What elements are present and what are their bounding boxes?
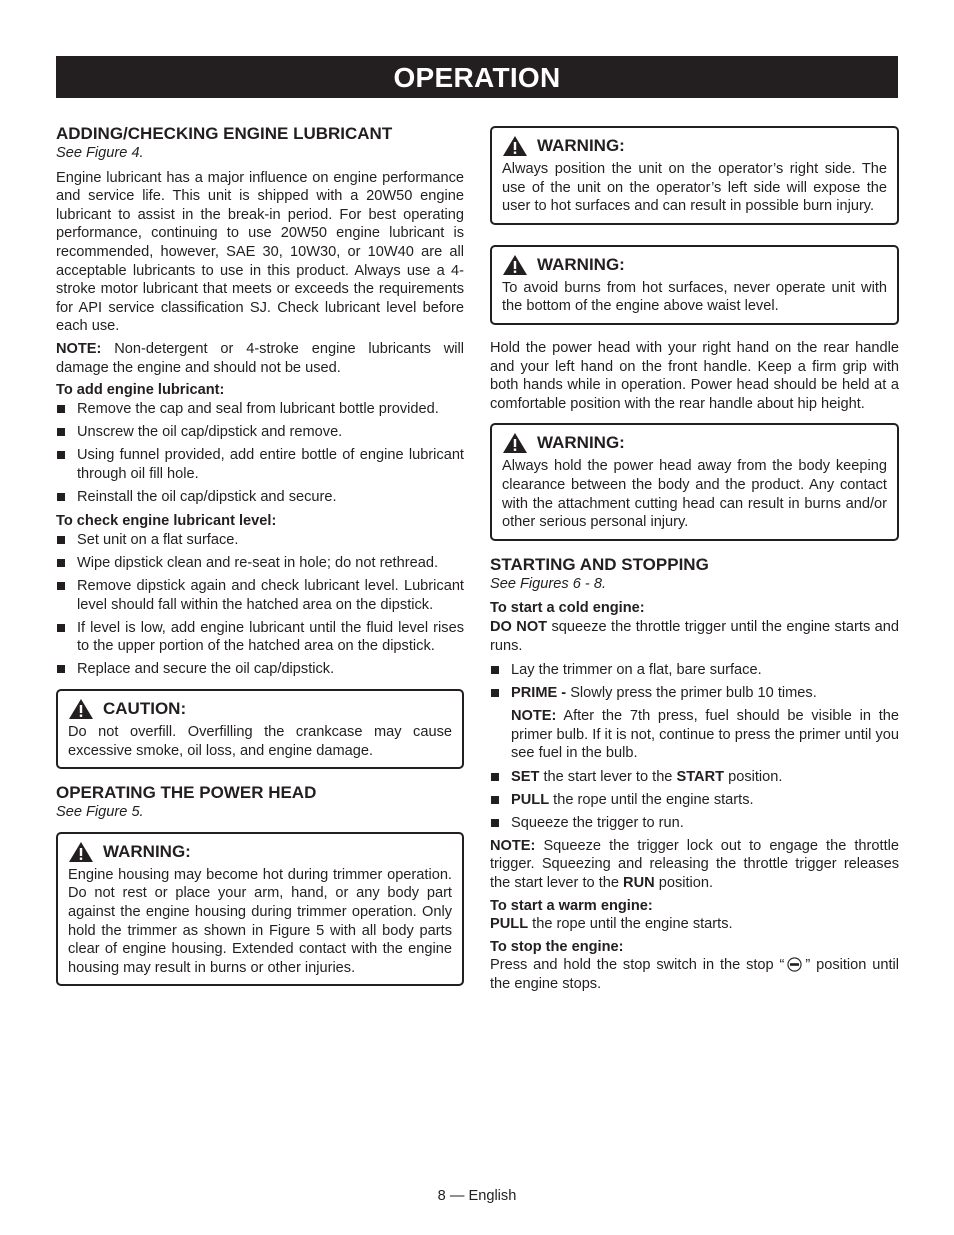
warning-away-text: Always hold the power head away from the body keeping clearance between the body and the product. Any contact with the attachment cutting head can result in burns and/or other serious personal injury. (502, 458, 887, 531)
note-text: Non-detergent or 4-stroke engine lubricants will damage the engine and should not be used. (56, 340, 464, 376)
warning-title-row (502, 134, 887, 158)
list-item: Remove dipstick again and check lubricant level. Lubricant level should fall within the hatched area on the dipstick. (56, 577, 464, 614)
caution-box (56, 689, 464, 769)
power-head-figure-ref: See Figure 5. (56, 804, 144, 821)
text: squeeze the throttle trigger until the engine starts and runs. (490, 618, 899, 654)
warning-side-text: Always position the unit on the operator’s right side. The use of the unit on the operator’s left side will expose the user to hot surfaces and can result in possible burn injury. (502, 161, 887, 215)
warning-away-box (490, 423, 899, 540)
text: Slowly press the primer bulb 10 times. (566, 685, 817, 702)
note-label: NOTE: (56, 340, 102, 357)
warning-triangle-icon (68, 841, 94, 863)
check-lubricant-heading: To check engine lubricant level: (56, 513, 277, 530)
warning-title: WARNING: (537, 136, 625, 155)
list-item: Replace and secure the oil cap/dipstick. (56, 660, 464, 679)
throttle-note (490, 837, 899, 893)
bold-text: SET (511, 768, 540, 785)
bold-text: NOTE: (511, 708, 557, 725)
starting-figure-ref: See Figures 6 - 8. (490, 575, 606, 592)
text: the rope until the engine starts. (549, 791, 754, 808)
stop-engine-text (490, 956, 899, 993)
text: position. (654, 875, 714, 892)
caution-title-row (68, 697, 452, 721)
cold-start-steps-continued (490, 768, 899, 833)
lubricant-paragraph: Engine lubricant has a major influence on engine performance and service life. This unit is shipped with a 20W50 engine lubricant to assist in the break-in period. For best operating performance, continuing to use 20W50 engine lubricant is recommended, however, SAE 30, 10W30, or 10W40 are all acceptable lubricants to use in this product. Always use a 4-stroke motor lubricant that meets or exceeds the requirements for API service classification SJ. Check lubricant level before each use. (56, 169, 464, 335)
list-item: Lay the trimmer on a flat, bare surface. (490, 661, 899, 680)
text: After the 7th press, fuel should be visible in the primer bulb. If it is not, continue to press the primer until you see fuel in the bulb. (511, 708, 899, 762)
page-footer (0, 1187, 954, 1206)
list-item: Set unit on a flat surface. (56, 531, 464, 550)
warning-triangle-icon (502, 135, 528, 157)
cold-start-steps (490, 661, 899, 703)
warm-start-heading: To start a warm engine: (490, 897, 653, 914)
list-item (490, 684, 899, 703)
warning-title: WARNING: (537, 254, 625, 274)
warning-waist-text: To avoid burns from hot surfaces, never operate unit with the bottom of the engine above waist level. (502, 279, 887, 315)
warning-waist-box (490, 245, 899, 325)
add-lubricant-heading: To add engine lubricant: (56, 382, 225, 399)
prime-note (490, 707, 899, 763)
power-head-heading: OPERATING THE POWER HEAD (56, 783, 317, 803)
lubricant-heading: ADDING/CHECKING ENGINE LUBRICANT (56, 124, 393, 143)
list-item: Wipe dipstick clean and re-seat in hole; do not rethread. (56, 554, 464, 573)
stop-engine-heading: To stop the engine: (490, 938, 624, 955)
bold-text: PRIME - (511, 685, 567, 702)
warning-housing-text: Engine housing may become hot during trimmer operation. Do not rest or place your arm, hand, or any body part against the engine housing during trimmer operation. Only hold the trimmer as shown in Figure 5 with all body parts clear of engine housing. Extended contact with the engine housing may result in burns or other injuries. (68, 866, 452, 976)
warning-side-box (490, 126, 899, 225)
warning-title-row (68, 840, 452, 864)
starting-heading: STARTING AND STOPPING (490, 554, 709, 574)
text: the start lever to the (539, 768, 677, 785)
warning-title-row (502, 431, 887, 455)
bold-text: RUN (623, 875, 655, 892)
cold-start-intro (490, 618, 899, 655)
warning-title: WARNING: (103, 841, 191, 861)
list-item (490, 791, 899, 810)
warm-start-text (490, 915, 899, 934)
warning-triangle-icon (502, 432, 528, 454)
caution-text: Do not overfill. Overfilling the crankcase may cause excessive smoke, oil loss, and engine damage. (68, 723, 452, 759)
page-number: 8 — English (437, 1188, 517, 1204)
bold-text: PULL (490, 916, 529, 933)
left-column (56, 120, 464, 1000)
text: Press and hold the stop switch in the stop “ (490, 957, 785, 974)
stop-symbol-icon (787, 957, 802, 972)
cold-start-heading: To start a cold engine: (490, 600, 645, 617)
bold-text: DO NOT (490, 618, 548, 635)
list-item: Reinstall the oil cap/dipstick and secure. (56, 488, 464, 507)
list-item: Squeeze the trigger to run. (490, 814, 899, 833)
add-lubricant-steps (56, 400, 464, 506)
list-item: Remove the cap and seal from lubricant bottle provided. (56, 400, 464, 419)
hold-paragraph: Hold the power head with your right hand on the rear handle and your left hand on the front handle. Keep a firm grip with both hands while in operation. Power head should be held at a comfortable position with the rear handle about hip height. (490, 339, 899, 412)
caution-title: CAUTION: (103, 698, 187, 718)
page-title: OPERATION (393, 62, 561, 93)
bold-text: NOTE: (490, 837, 536, 854)
warning-housing-box (56, 832, 464, 987)
text: the rope until the engine starts. (528, 916, 733, 933)
text: ” position until the engine stops. (490, 957, 899, 992)
warning-triangle-icon (68, 698, 94, 720)
right-column (490, 126, 899, 998)
check-lubricant-steps (56, 531, 464, 679)
text: position. (724, 768, 783, 785)
warning-title: WARNING: (537, 433, 625, 453)
bold-text: PULL (511, 791, 550, 808)
warning-title-row (502, 253, 887, 277)
page-title-banner (56, 56, 898, 98)
warning-triangle-icon (502, 254, 528, 276)
list-item: Using funnel provided, add entire bottle of engine lubricant through oil fill hole. (56, 446, 464, 483)
lubricant-figure-ref: See Figure 4. (56, 145, 144, 161)
list-item (490, 768, 899, 787)
list-item: If level is low, add engine lubricant until the fluid level rises to the upper portion of the hatched area on the dipstick. (56, 619, 464, 656)
text: Squeeze the trigger lock out to engage the throttle trigger. Squeezing and releasing the throttle trigger releases the start lever to the (490, 837, 899, 892)
lubricant-note (56, 340, 464, 377)
bold-text: START (676, 768, 725, 785)
list-item: Unscrew the oil cap/dipstick and remove. (56, 423, 464, 442)
